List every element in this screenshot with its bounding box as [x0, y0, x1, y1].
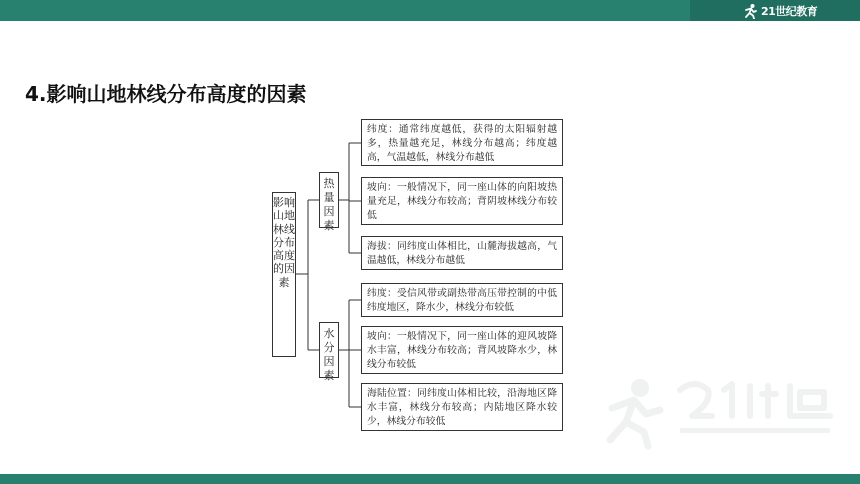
brand-logo-text: 21世纪教育 [761, 4, 818, 18]
category-node-water: 水分因素 [319, 322, 339, 378]
leaf-node-water-latitude: 纬度：受信风带或副热带高压带控制的中低纬度地区，降水少，林线分布较低 [361, 283, 563, 317]
connector-water-branch [339, 300, 361, 407]
leaf-node-heat-slope: 坡向：一般情况下，同一座山体的向阳坡热量充足，林线分布较高；背阴坡林线分布较低 [361, 177, 563, 225]
page-title: 4.影响山地林线分布高度的因素 [25, 82, 307, 106]
bottom-bar [0, 474, 860, 484]
connector-heat-branch [339, 143, 361, 253]
leaf-node-water-land-sea: 海陆位置：同纬度山体相比较，沿海地区降水丰富，林线分布较高；内陆地区降水较少，林线分布较低 [361, 383, 563, 431]
category-node-heat: 热量因素 [319, 172, 339, 228]
root-node: 影响山地林线分布高度的因素 [272, 192, 296, 357]
leaf-node-heat-latitude: 纬度：通常纬度越低，获得的太阳辐射越多，热量越充足，林线分布越高；纬度越高，气温越低，林线分布越低 [361, 119, 563, 166]
leaf-node-heat-altitude: 海拔：同纬度山体相比，山麓海拔越高，气温越低，林线分布越低 [361, 236, 563, 270]
connector-root-spine [296, 200, 319, 350]
leaf-node-water-slope: 坡向：一般情况下，同一座山体的迎风坡降水丰富，林线分布较高；背风坡降水少，林线分布较低 [361, 326, 563, 374]
